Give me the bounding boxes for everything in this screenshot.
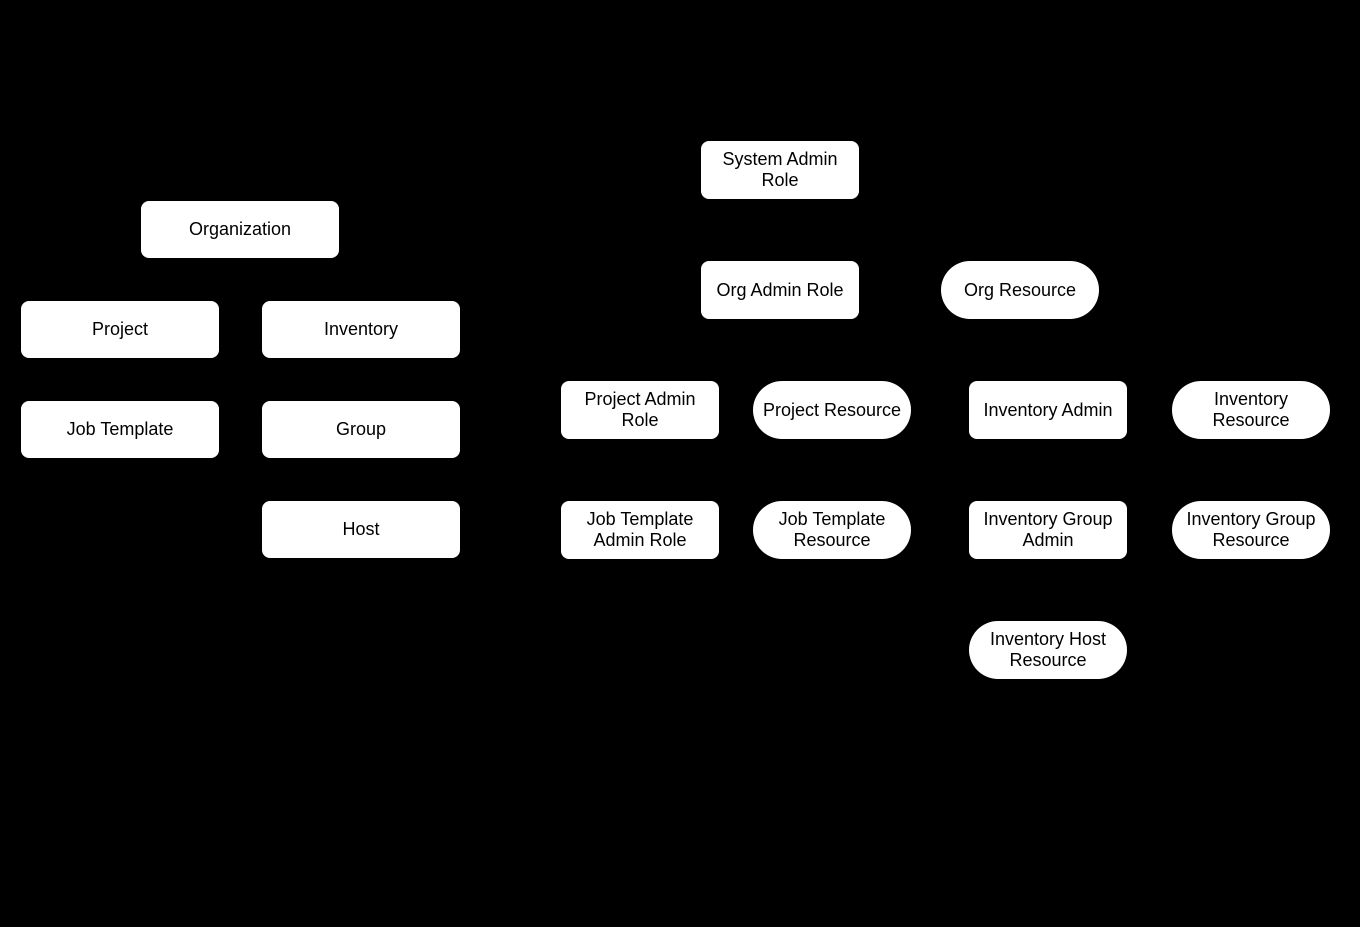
node-system-admin-role — [701, 141, 859, 199]
node-project — [21, 301, 219, 358]
node-host-label: Host — [342, 519, 380, 539]
node-org-admin-role — [701, 261, 859, 319]
node-project-resource-label: Project Resource — [762, 399, 902, 420]
node-inventory-group-resource-label: Inventory Group Resource — [1186, 509, 1316, 550]
node-job-template-admin-role — [561, 501, 719, 559]
node-system-admin-role-label: System Admin Role — [722, 149, 838, 190]
node-inventory-resource-label: Inventory Resource — [1212, 389, 1290, 430]
node-group — [262, 401, 460, 458]
node-project-admin-role-label: Project Admin Role — [584, 389, 696, 430]
node-organization-label: Organization — [188, 219, 292, 239]
node-inventory-group-resource — [1172, 501, 1330, 559]
node-org-admin-role-label: Org Admin Role — [716, 279, 844, 300]
node-inventory-host-resource — [969, 621, 1127, 679]
node-inventory-admin — [969, 381, 1127, 439]
node-project-admin-role — [561, 381, 719, 439]
node-inventory-label: Inventory — [323, 319, 399, 339]
node-inventory-group-admin — [969, 501, 1127, 559]
node-host — [262, 501, 460, 558]
node-organization — [141, 201, 339, 258]
node-job-template-resource — [753, 501, 911, 559]
node-org-resource — [941, 261, 1099, 319]
node-inventory-admin-label: Inventory Admin — [983, 399, 1113, 420]
node-job-template-admin-role-label: Job Template Admin Role — [586, 509, 694, 550]
node-inventory-host-resource-label: Inventory Host Resource — [989, 629, 1107, 670]
node-job-template — [21, 401, 219, 458]
node-project-resource — [753, 381, 911, 439]
node-inventory-group-admin-label: Inventory Group Admin — [983, 509, 1113, 550]
node-inventory-resource — [1172, 381, 1330, 439]
node-job-template-label: Job Template — [66, 419, 174, 439]
node-inventory — [262, 301, 460, 358]
node-group-label: Group — [335, 419, 387, 439]
node-project-label: Project — [91, 319, 149, 339]
node-org-resource-label: Org Resource — [963, 279, 1077, 300]
node-job-template-resource-label: Job Template Resource — [778, 509, 886, 550]
